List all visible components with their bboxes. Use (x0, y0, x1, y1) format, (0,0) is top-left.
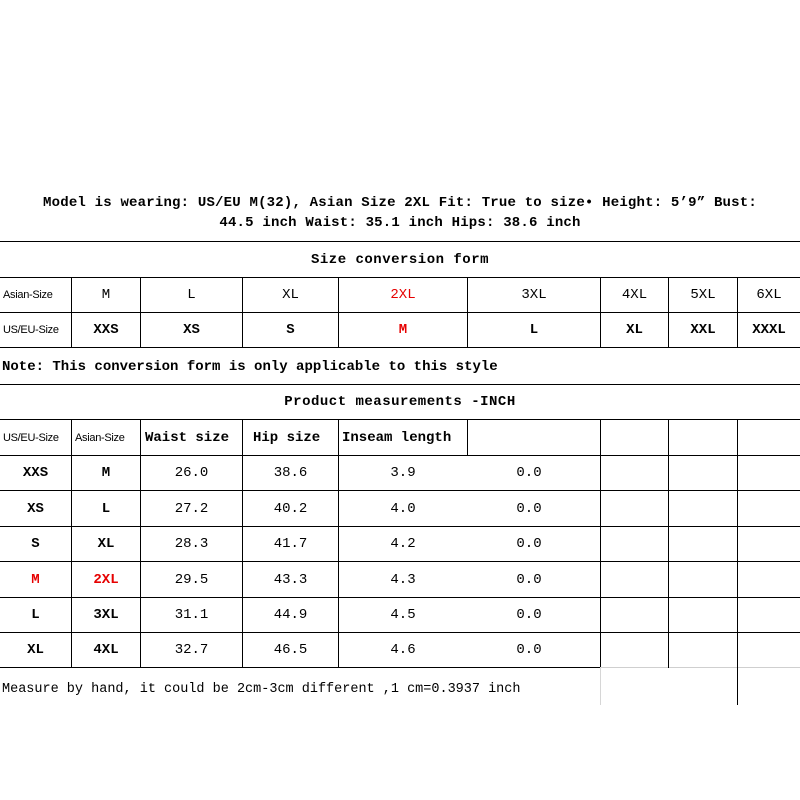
row-asian-size: 3XL (93, 607, 119, 623)
row-waist: 27.2 (174, 500, 209, 517)
conv-us-cell: XXXL (752, 322, 786, 338)
row-hip: 40.2 (273, 500, 308, 517)
row-hip: 43.3 (273, 571, 308, 588)
conv-asian-cell: 5XL (690, 287, 716, 303)
header-inseam-length: Inseam length (342, 429, 452, 446)
row-inseam: 4.6 (390, 642, 416, 658)
conv-us-cell: XXL (690, 322, 716, 338)
conv-asian-cell-highlight: 2XL (390, 287, 416, 303)
row-waist: 26.0 (174, 465, 209, 481)
row-asian-size: 4XL (93, 642, 119, 658)
measurement-footnote: Measure by hand, it could be 2cm-3cm different ,1 cm=0.3937 inch (2, 681, 521, 697)
row-us-size: M (31, 571, 40, 588)
row-inseam: 4.0 (390, 500, 416, 517)
row-waist: 29.5 (174, 571, 209, 588)
row-inseam: 4.2 (390, 536, 416, 552)
header-asian-size: Asian-Size (75, 431, 125, 444)
measurements-title: Product measurements -INCH (284, 394, 516, 410)
header-us-size: US/EU-Size (3, 431, 59, 444)
conv-asian-cell: L (187, 287, 196, 303)
model-info-line-2: 44.5 inch Waist: 35.1 inch Hips: 38.6 inch (219, 215, 581, 231)
row-inseam: 4.5 (390, 607, 416, 623)
conv-us-cell: L (529, 322, 539, 338)
row-inseam: 4.3 (390, 571, 416, 588)
row-asian-size: M (101, 465, 111, 481)
row-us-size: XL (27, 642, 44, 658)
header-hip-size: Hip size (253, 429, 321, 446)
conv-asian-cell: 3XL (521, 287, 547, 303)
asian-size-label: Asian-Size (3, 289, 53, 301)
conv-asian-cell: M (101, 287, 111, 303)
row-us-size: L (31, 607, 40, 623)
conv-us-cell: XS (183, 322, 200, 338)
model-info (0, 193, 800, 233)
row-hip: 46.5 (273, 642, 308, 658)
row-hip: 38.6 (273, 465, 308, 481)
conversion-note: Note: This conversion form is only applicable to this style (2, 359, 498, 375)
conv-asian-cell: XL (282, 287, 299, 303)
conv-asian-cell: 6XL (756, 287, 782, 303)
row-waist: 32.7 (174, 642, 209, 658)
row-us-size: XS (27, 500, 44, 517)
conversion-title: Size conversion form (310, 251, 490, 268)
header-waist-size: Waist size (145, 429, 230, 446)
row-hip: 44.9 (273, 607, 308, 623)
conv-us-cell: XL (626, 322, 643, 338)
row-waist: 28.3 (174, 536, 209, 552)
row-us-size: S (31, 536, 40, 552)
row-extra: 0.0 (516, 536, 542, 552)
model-info-line-1: Model is wearing: US/EU M(32), Asian Size 2XL Fit: True to size• Height: 5’9” Bust: (43, 195, 757, 211)
us-size-label: US/EU-Size (3, 324, 59, 336)
conv-us-cell: S (286, 322, 295, 338)
row-extra: 0.0 (516, 607, 542, 623)
row-asian-size: 2XL (93, 571, 119, 588)
conv-us-cell: XXS (93, 322, 119, 338)
row-hip: 41.7 (273, 536, 308, 552)
row-waist: 31.1 (174, 607, 209, 623)
row-extra: 0.0 (516, 571, 542, 588)
conv-asian-cell: 4XL (621, 287, 648, 303)
row-extra: 0.0 (516, 642, 542, 658)
row-asian-size: XL (97, 536, 115, 552)
row-us-size: XXS (22, 465, 49, 481)
row-extra: 0.0 (516, 465, 542, 481)
row-extra: 0.0 (516, 500, 542, 517)
conv-us-cell-highlight: M (398, 322, 408, 338)
row-asian-size: L (101, 500, 111, 517)
row-inseam: 3.9 (390, 465, 416, 481)
